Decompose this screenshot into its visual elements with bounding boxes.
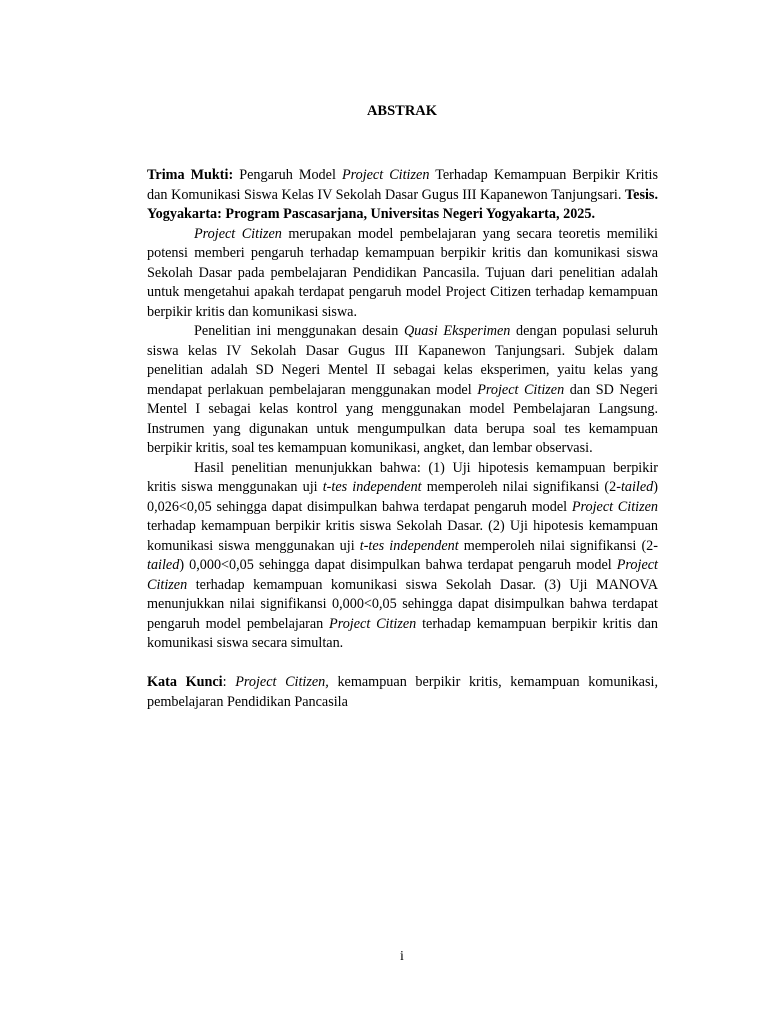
page-number: i [400,949,404,964]
paragraph-background: Project Citizen merupakan model pembelajaran yang secara teoretis memiliki potensi memberi pengaruh terhadap kemampuan berpikir kritis dan komunikasi siswa Sekolah Dasar pada pembelajaran Pendidikan Pancasila. Tujuan dari penelitian adalah untuk mengetahui apakah terdapat pengaruh model Project Citizen terhadap kemampuan berpikir kritis dan komunikasi siswa. [147,225,658,320]
author-name: Trima Mukti: [147,167,234,183]
publication-info: Tesis. Yogyakarta: Program Pascasarjana, Universitas Negeri Yogyakarta, 2025. [147,186,658,222]
citation-paragraph: Trima Mukti: Pengaruh Model Project Citizen Terhadap Kemampuan Berpikir Kritis dan Komunikasi Siswa Kelas IV Sekolah Dasar Gugus III Kapanewon Tanjungsari. Tesis. Yogyakarta: Program Pascasarjana, Universitas Negeri Yogyakarta, 2025. [147,167,658,222]
paragraph-method: Penelitian ini menggunakan desain Quasi Eksperimen dengan populasi seluruh siswa kelas IV Sekolah Dasar Gugus III Kapanewon Tanjungsari. Subjek dalam penelitian adalah SD Negeri Mentel II sebagai kelas eksperimen, yaitu kelas yang mendapat perlakuan pembelajaran menggunakan model Project Citizen dan SD Negeri Mentel I sebagai kelas kontrol yang menggunakan model Pembelajaran Langsung. Instrumen yang digunakan untuk mengumpulkan data berupa soal tes kemampuan berpikir kritis, soal tes kemampuan komunikasi, angket, dan lembar observasi. [147,323,659,456]
keywords-label: Kata Kunci [147,674,223,690]
keywords-paragraph: Kata Kunci: Project Citizen, kemampuan berpikir kritis, kemampuan komunikasi, pembelajaran Pendidikan Pancasila [147,674,658,710]
abstract-body [147,166,658,712]
paragraph-results: Hasil penelitian menunjukkan bahwa: (1) Uji hipotesis kemampuan berpikir kritis siswa menggunakan uji t-tes independent memperoleh nilai signifikansi (2-tailed) 0,026<0,05 sehingga dapat disimpulkan bahwa terdapat pengaruh model Project Citizen terhadap kemampuan berpikir kritis siswa Sekolah Dasar. (2) Uji hipotesis kemampuan komunikasi siswa menggunakan uji t-tes independent memperoleh nilai signifikansi (2-tailed) 0,000<0,05 sehingga dapat disimpulkan bahwa terdapat pengaruh model Project Citizen terhadap kemampuan komunikasi siswa Sekolah Dasar. (3) Uji MANOVA menunjukkan nilai signifikansi 0,000<0,05 sehingga dapat disimpulkan bahwa terdapat pengaruh model pembelajaran Project Citizen terhadap kemampuan berpikir kritis dan komunikasi siswa secara simultan. [147,459,659,651]
page-title: ABSTRAK [366,103,438,119]
